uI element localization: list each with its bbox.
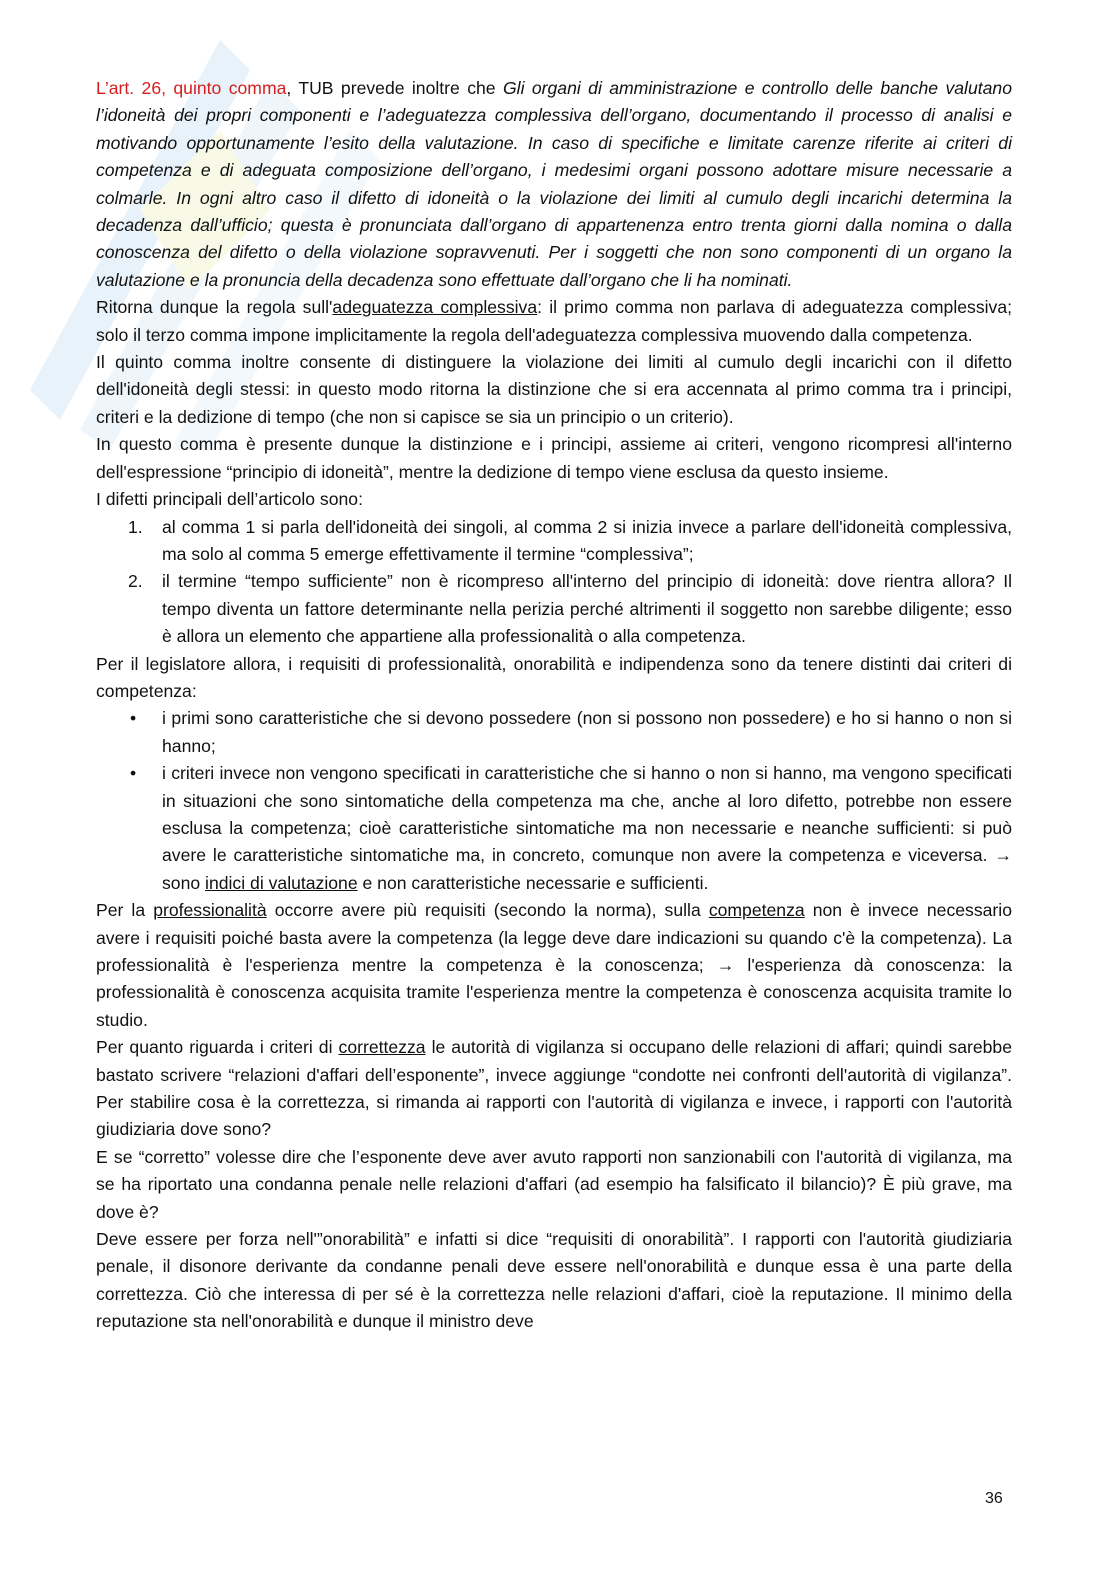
article-reference: L’art. 26, quinto comma [96,78,287,98]
term-correttezza: correttezza [338,1037,426,1058]
paragraph-professionalita: Per la professionalità occorre avere più requisiti (secondo la norma), sulla competenza non è invece necessario avere i requisiti poiché basta avere la competenza (la legge deve dare indicazioni su quando c'è la competenza). La professionalità è l'esperienza mentre la competenza è la conoscenza; → l'esperienza dà conoscenza: la professionalità è conoscenza acquisita tramite l'esperienza mentre la competenza è conoscenza acquisita tramite lo studio. [96,900,1012,1030]
term-adeguatezza-complessiva: adeguatezza complessiva [332,297,538,318]
term-competenza: competenza [708,900,805,921]
bullet-icon: • [130,708,137,729]
list-item: 2. il termine “tempo sufficiente” non è ricompreso all'interno del principio di idoneità: dove rientra allora? Il tempo diventa un fattore determinante nella perizia perché altrimenti il soggetto non sarebbe diligente; esso è allora un elemento che appartiene alla professionalità o alla competenza. [128,571,1012,647]
paragraph-legislatore: Per il legislatore allora, i requisiti di professionalità, onorabilità e indipendenza sono da tenere distinti dai criteri di competenza: [96,653,1012,701]
paragraph-distinzione: In questo comma è presente dunque la distinzione e i principi, assieme ai criteri, vengono ricompresi all'interno dell'espressione “principio di idoneità”, mentre la dedizione di tempo viene esclusa da questo insieme. [96,434,1012,482]
term-professionalita: professionalità [153,900,267,921]
list-item: • i criteri invece non vengono specificati in caratteristiche che si hanno o non si hanno, ma vengono specificati in situazioni che sono sintomatiche della competenza ma che, anche al loro difetto, potrebbe non essere esclusa la competenza; cioè caratteristiche sintomatiche ma non necessarie e neanche sufficienti: si può avere le caratteristiche sintomatiche ma, in concreto, comunque non avere la competenza e viceversa. → sono indici di valutazione e non caratteristiche necessarie e sufficienti. [96,760,1012,897]
paragraph-corretto: E se “corretto” volesse dire che l’esponente deve aver avuto rapporti non sanzionabili con l'autorità di vigilanza, ma se ha riportato una condanna penale nelle relazioni d'affari (ad esempio ha falsificato il bilancio)? È più grave, ma dove è? [96,1146,1012,1222]
paragraph-adeguatezza: Ritorna dunque la regola sull'adeguatezza complessiva: il primo comma non parlava di adeguatezza complessiva; solo il terzo comma impone implicitamente la regola dell'adeguatezza complessiva muovendo dalla competenza. [96,297,1013,345]
bullet-list [96,705,1012,897]
page-number: 36 [985,1490,1003,1507]
paragraph-quinto-comma: Il quinto comma inoltre consente di distinguere la violazione dei limiti al cumulo degli incarichi con il difetto dell'idoneità degli stessi: in questo modo ritorna la distinzione che si era accennata al primo comma tra i principi, criteri e la dedizione di tempo (che non si capisce se sia un principio o un criterio). [96,352,1012,427]
page-body [96,75,1012,1336]
numbered-list [96,514,1012,651]
list-item: 1. al comma 1 si parla dell'idoneità dei singoli, al comma 2 si inizia invece a parlare dell'idoneità complessiva, ma solo al comma 5 emerge effettivamente il termine “complessiva”; [128,516,1012,564]
list-item: • i primi sono caratteristiche che si devono possedere (non si possono non possedere) e ho si hanno o non si hanno; [96,705,1012,760]
paragraph-onorabilita: Deve essere per forza nell'”onorabilità” e infatti si dice “requisiti di onorabilità”. I rapporti con l'autorità giudiziaria penale, il disonore derivante da condanne penali deve essere nell'onorabilità e dunque essa è una parte della correttezza. Ciò che interessa di per sé è la correttezza nelle relazioni d'affari, cioè la reputazione. Il minimo della reputazione sta nell'onorabilità e dunque il ministro deve [96,1229,1012,1332]
article-quote: Gli organi di amministrazione e controllo delle banche valutano l’idoneità dei propri componenti e l’adeguatezza complessiva dell’organo, documentando il processo di analisi e motivando opportunamente l’esito della valutazione. In caso di specifiche e limitate carenze riferite ai criteri di competenza e di adeguata composizione dell’organo, i medesimi organi possono adottare misure necessarie a colmarle. In ogni altro caso il difetto di idoneità o la violazione dei limiti al cumulo degli incarichi determina la decadenza dall’ufficio; questa è pronunciata dall’organo di appartenenza entro trenta giorni dalla nomina o dalla conoscenza del difetto o della violazione sopravvenuti. Per i soggetti che non sono componenti di un organo la valutazione e la pronuncia della decadenza sono effettuate dall’organo che li ha nominati. [96,78,1012,290]
paragraph-art26: L’art. 26, quinto comma, TUB prevede inoltre che Gli organi di amministrazione e controllo delle banche valutano l’idoneità dei propri componenti e l’adeguatezza complessiva dell’organo, documentando il processo di analisi e motivando opportunamente l’esito della valutazione. In caso di specifiche e limitate carenze riferite ai criteri di competenza e di adeguata composizione dell’organo, i medesimi organi possono adottare misure necessarie a colmarle. In ogni altro caso il difetto di idoneità o la violazione dei limiti al cumulo degli incarichi determina la decadenza dall’ufficio; questa è pronunciata dall’organo di appartenenza entro trenta giorni dalla nomina o dalla conoscenza del difetto o della violazione sopravvenuti. Per i soggetti che non sono componenti di un organo la valutazione e la pronuncia della decadenza sono effettuate dall’organo che li ha nominati. [96,78,1012,290]
paragraph-correttezza: Per quanto riguarda i criteri di correttezza le autorità di vigilanza si occupano delle relazioni di affari; quindi sarebbe bastato scrivere “relazioni d'affari dell’esponente”, invece aggiunge “condotte nei confronti dell'autorità di vigilanza”. Per stabilire cosa è la correttezza, si rimanda ai rapporti con l'autorità di vigilanza e invece, i rapporti con l'autorità giudiziaria dove sono? [96,1037,1012,1140]
term-indici-di-valutazione: indici di valutazione [205,872,358,893]
paragraph-difetti-intro: I difetti principali dell’articolo sono: [96,489,363,510]
bullet-icon: • [130,763,137,784]
